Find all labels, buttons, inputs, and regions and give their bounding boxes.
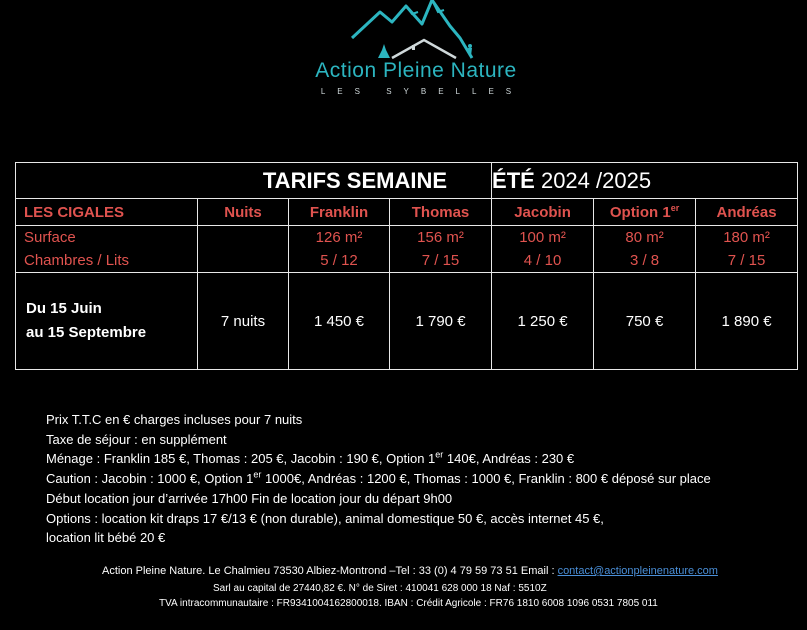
rooms-value: 4 / 10 (523, 252, 562, 269)
surface-label: Surface (24, 229, 76, 246)
price-jacobin: 1 250 € (492, 273, 594, 370)
header-option1-label: Option 1 (609, 203, 671, 221)
spec-andreas (696, 226, 798, 273)
footer-contact (102, 565, 718, 577)
brand-name: Action Pleine Nature (315, 59, 517, 82)
note-hours: Début location jour d’arrivée 17h00 Fin de location jour du départ 9h00 (46, 490, 453, 506)
brand-logo (300, 0, 532, 100)
note-deposit-sup: er (253, 469, 262, 480)
footer-bank: TVA intracommunautaire : FR9341004162800018. IBAN : Crédit Agricole : FR76 1810 6008 1096 0531 7805 011 (159, 598, 658, 609)
season-label: ÉTÉ (492, 167, 535, 193)
header-jacobin: Jacobin (492, 199, 594, 226)
surface-value: 126 m² (315, 229, 363, 246)
note-cleaning-b: 140€, Andréas : 230 € (443, 451, 575, 467)
rooms-value: 7 / 15 (421, 252, 460, 269)
note-deposit-a: Caution : Jacobin : 1000 €, Option 1 (46, 471, 254, 487)
spec-jacobin (492, 226, 594, 273)
spec-nights-empty (198, 226, 289, 273)
spec-labels (16, 226, 198, 273)
spec-row (16, 226, 798, 273)
header-nights: Nuits (198, 199, 289, 226)
price-option1: 750 € (594, 273, 696, 370)
surface-value: 180 m² (723, 229, 770, 246)
header-franklin: Franklin (289, 199, 390, 226)
brand-tagline: LES SYBELLES (320, 87, 524, 96)
surface-value: 80 m² (625, 229, 664, 246)
header-row (16, 199, 798, 226)
price-andreas: 1 890 € (696, 273, 798, 370)
rooms-value: 5 / 12 (320, 252, 358, 269)
footer-address: Le Chalmieu 73530 Albiez-Montrond –Tel : 33 (0) 4 79 59 73 51 Email : (205, 565, 558, 577)
spec-thomas (390, 226, 492, 273)
note-cleaning-a: Ménage : Franklin 185 €, Thomas : 205 €, Jacobin : 190 €, Option 1 (46, 451, 436, 467)
note-price-info: Prix T.T.C en € charges incluses pour 7 nuits (46, 412, 303, 427)
note-deposit-b: 1000€, Andréas : 1200 €, Thomas : 1000 €, Franklin : 800 € déposé sur place (261, 471, 711, 487)
price-row (16, 273, 798, 370)
note-cleaning-sup: er (435, 450, 444, 461)
rooms-value: 3 / 8 (629, 252, 660, 269)
footer-company: Action Pleine Nature. (102, 565, 206, 577)
period-cell (16, 273, 198, 370)
note-options: Options : location kit draps 17 €/13 € (non durable), animal domestique 50 €, accès internet 45 €, (46, 510, 604, 526)
season-title (492, 163, 798, 199)
season-years: 2024 /2025 (540, 167, 652, 193)
notes-block (46, 410, 711, 548)
period-line2: au 15 Septembre (26, 324, 147, 341)
period-line1: Du 15 Juin (26, 300, 102, 317)
header-residence: LES CIGALES (16, 199, 198, 226)
header-option1 (594, 199, 696, 226)
header-andreas: Andréas (696, 199, 798, 226)
note-cleaning (46, 449, 711, 469)
footer-email-link[interactable]: contact@actionpleinenature.com (557, 565, 718, 577)
header-thomas: Thomas (390, 199, 492, 226)
rooms-value: 7 / 15 (727, 252, 766, 269)
note-deposit (46, 469, 711, 489)
tariff-table (15, 162, 798, 370)
price-franklin: 1 450 € (289, 273, 390, 370)
rooms-label: Chambres / Lits (24, 252, 130, 269)
mountain-logo-icon (300, 0, 532, 60)
table-title: TARIFS SEMAINE (16, 163, 492, 199)
surface-value: 156 m² (417, 229, 464, 246)
table-title-row (16, 163, 798, 199)
spec-option1 (594, 226, 696, 273)
note-tax: Taxe de séjour : en supplément (46, 431, 227, 447)
header-option1-sup: er (670, 202, 680, 213)
spec-franklin (289, 226, 390, 273)
note-options-cont: location lit bébé 20 € (46, 530, 166, 546)
surface-value: 100 m² (519, 229, 566, 246)
footer-legal: Sarl au capital de 27440,82 €. N° de Siret : 410041 628 000 18 Naf : 5510Z (213, 583, 547, 594)
price-thomas: 1 790 € (390, 273, 492, 370)
nights-value: 7 nuits (198, 273, 289, 370)
